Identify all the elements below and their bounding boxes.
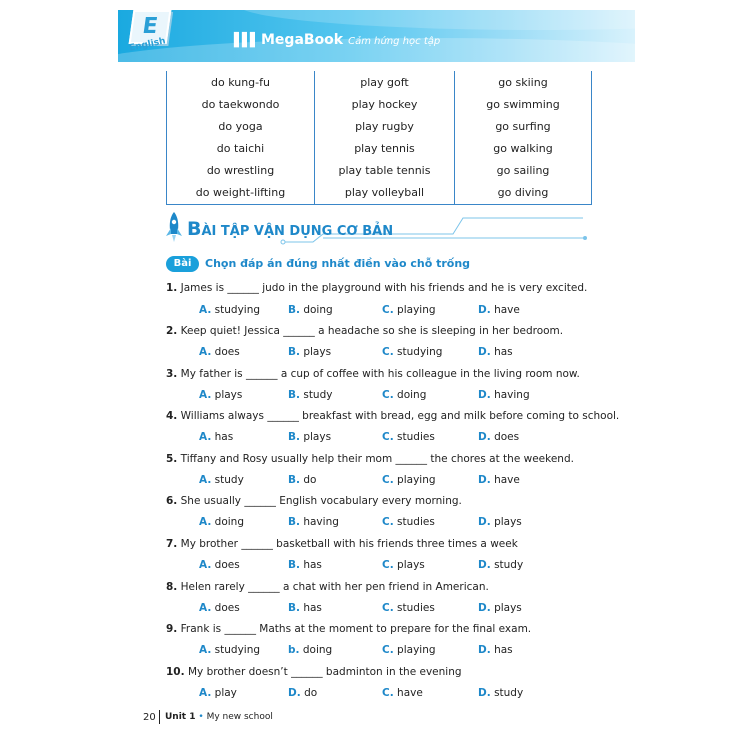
- option-c: [382, 389, 426, 401]
- option-text: playing: [397, 304, 436, 316]
- option-text: studies: [397, 431, 435, 443]
- option-text: doing: [214, 516, 244, 528]
- option-d: [478, 431, 519, 443]
- vocab-cell: play rugby: [355, 120, 414, 133]
- question-text: My father is ______ a cup of coffee with his colleague in the living room now.: [180, 368, 580, 380]
- option-letter: C.: [382, 389, 394, 401]
- option-d: [478, 389, 530, 401]
- option-letter: C.: [382, 559, 394, 571]
- option-letter: D.: [478, 304, 491, 316]
- option-d: [478, 346, 513, 358]
- option-letter: C.: [382, 602, 394, 614]
- vocab-cell: do wrestling: [206, 164, 275, 177]
- option-letter: b.: [288, 644, 300, 656]
- question-6: [166, 495, 462, 507]
- option-text: has: [303, 559, 322, 571]
- question-number: 7.: [166, 538, 178, 550]
- option-letter: B.: [288, 346, 300, 358]
- option-text: doing: [302, 644, 333, 656]
- option-b: [288, 304, 333, 316]
- question-number: 1.: [166, 282, 178, 294]
- option-a: [199, 516, 244, 528]
- option-a: [199, 304, 260, 316]
- option-text: study: [494, 687, 524, 699]
- option-letter: A.: [199, 516, 212, 528]
- option-letter: A.: [199, 559, 212, 571]
- vocab-cell: go skiing: [498, 76, 548, 89]
- option-b: [288, 602, 322, 614]
- rocket-icon: [163, 210, 185, 244]
- option-d: [478, 644, 513, 656]
- option-text: study: [303, 389, 333, 401]
- question-number: 9.: [166, 623, 178, 635]
- option-text: playing: [397, 644, 436, 656]
- question-number: 3.: [166, 368, 178, 380]
- option-text: studying: [397, 346, 443, 358]
- option-a: [199, 687, 237, 699]
- option-a: [199, 644, 260, 656]
- question-text: She usually ______ English vocabulary every morning.: [180, 495, 462, 507]
- option-b: [288, 346, 331, 358]
- option-letter: C.: [382, 644, 394, 656]
- option-text: studies: [397, 602, 435, 614]
- option-text: having: [303, 516, 339, 528]
- vocab-cell: do yoga: [218, 120, 263, 133]
- option-text: have: [397, 687, 423, 699]
- option-letter: D.: [478, 559, 491, 571]
- option-letter: B.: [288, 559, 300, 571]
- logo-letter: E: [129, 10, 172, 44]
- option-c: [382, 346, 442, 358]
- option-d: [478, 687, 523, 699]
- option-text: playing: [397, 474, 436, 486]
- option-text: do: [304, 687, 318, 699]
- option-letter: B.: [288, 474, 300, 486]
- option-letter: C.: [382, 346, 394, 358]
- vocab-cell: do taichi: [216, 142, 265, 155]
- vocab-table: [166, 71, 592, 205]
- option-text: studying: [214, 644, 261, 656]
- exercise-title: Chọn đáp án đúng nhất điền vào chỗ trống: [205, 257, 471, 270]
- option-a: [199, 474, 244, 486]
- option-c: [382, 516, 435, 528]
- question-10: [166, 666, 462, 678]
- option-b: [288, 474, 316, 486]
- logo-word: English: [128, 36, 167, 54]
- footer-divider: [159, 710, 160, 724]
- option-text: does: [214, 559, 240, 571]
- english-logo: [123, 10, 173, 54]
- option-letter: B.: [288, 602, 300, 614]
- option-text: has: [494, 644, 513, 656]
- option-c: [382, 559, 425, 571]
- option-text: plays: [494, 602, 522, 614]
- page-number: 20: [143, 712, 156, 723]
- option-letter: C.: [382, 474, 394, 486]
- option-letter: A.: [199, 304, 212, 316]
- brand-logo: [234, 29, 440, 48]
- section-title-initial: B: [187, 218, 202, 240]
- option-a: [199, 346, 240, 358]
- vocab-cell: go swimming: [486, 98, 560, 111]
- option-text: does: [214, 346, 240, 358]
- brand-name: MegaBook: [261, 32, 344, 48]
- section-heading: [163, 210, 588, 246]
- option-a: [199, 431, 233, 443]
- option-letter: D.: [478, 389, 491, 401]
- option-letter: D.: [478, 602, 491, 614]
- option-text: have: [494, 474, 520, 486]
- option-text: plays: [397, 559, 425, 571]
- question-number: 2.: [166, 325, 178, 337]
- option-text: study: [494, 559, 524, 571]
- question-text: My brother doesn’t ______ badminton in the evening: [187, 666, 462, 678]
- question-number: 5.: [166, 453, 178, 465]
- vocab-column-play: [314, 71, 455, 204]
- option-c: [382, 304, 436, 316]
- question-1: [166, 282, 587, 294]
- option-letter: D.: [288, 687, 301, 699]
- unit-title: My new school: [206, 712, 273, 722]
- option-letter: D.: [478, 474, 491, 486]
- question-8: [166, 581, 489, 593]
- option-b: [288, 516, 339, 528]
- option-b: [288, 687, 317, 699]
- option-text: plays: [303, 431, 332, 443]
- option-d: [478, 304, 520, 316]
- option-text: plays: [303, 346, 332, 358]
- option-text: has: [214, 431, 234, 443]
- option-letter: D.: [478, 687, 491, 699]
- section-title: [187, 218, 393, 240]
- option-letter: C.: [382, 516, 394, 528]
- option-letter: C.: [382, 431, 394, 443]
- option-b: [288, 389, 332, 401]
- option-letter: B.: [288, 389, 300, 401]
- vocab-cell: do taekwondo: [201, 98, 280, 111]
- option-letter: B.: [288, 516, 300, 528]
- bullet-icon: •: [198, 712, 204, 722]
- question-text: Frank is ______ Maths at the moment to prepare for the final exam.: [180, 623, 532, 635]
- exercise-badge: Bài 12: [166, 256, 199, 272]
- question-4: [166, 410, 619, 422]
- option-d: [478, 602, 522, 614]
- option-text: plays: [494, 516, 522, 528]
- vocab-cell: go walking: [493, 142, 553, 155]
- option-text: having: [494, 389, 530, 401]
- question-text: Helen rarely ______ a chat with her pen friend in American.: [180, 581, 489, 593]
- option-letter: B.: [288, 431, 300, 443]
- option-text: doing: [397, 389, 427, 401]
- vocab-cell: play table tennis: [338, 164, 431, 177]
- option-text: studying: [214, 304, 261, 316]
- option-letter: C.: [382, 687, 394, 699]
- option-text: play: [214, 687, 237, 699]
- option-b: [288, 431, 331, 443]
- option-b: [288, 559, 322, 571]
- option-letter: A.: [199, 431, 212, 443]
- option-letter: A.: [199, 687, 212, 699]
- option-letter: D.: [478, 516, 491, 528]
- option-letter: D.: [478, 431, 491, 443]
- question-text: Williams always ______ breakfast with bread, egg and milk before coming to school.: [180, 410, 620, 422]
- option-d: [478, 516, 522, 528]
- option-a: [199, 602, 240, 614]
- option-text: has: [303, 602, 322, 614]
- option-letter: A.: [199, 346, 212, 358]
- vocab-cell: go sailing: [496, 164, 550, 177]
- option-letter: A.: [199, 602, 212, 614]
- question-number: 6.: [166, 495, 178, 507]
- option-text: study: [214, 474, 244, 486]
- vocab-cell: play volleyball: [344, 186, 425, 199]
- option-text: plays: [214, 389, 243, 401]
- question-7: [166, 538, 518, 550]
- option-letter: A.: [199, 474, 212, 486]
- question-text: My brother ______ basketball with his friends three times a week: [180, 538, 518, 550]
- section-title-rest: ÀI TẬP VẬN DỤNG CƠ BẢN: [201, 224, 394, 239]
- option-text: does: [494, 431, 520, 443]
- brand-slogan: Cảm hứng học tập: [348, 36, 441, 47]
- option-letter: C.: [382, 304, 394, 316]
- vocab-column-go: [455, 71, 591, 204]
- option-text: doing: [303, 304, 333, 316]
- option-text: have: [494, 304, 520, 316]
- option-d: [478, 559, 523, 571]
- option-d: [478, 474, 520, 486]
- option-letter: A.: [199, 389, 212, 401]
- option-letter: D.: [478, 346, 491, 358]
- question-text: Tiffany and Rosy usually help their mom ______ the chores at the weekend.: [180, 453, 574, 465]
- question-number: 10.: [166, 666, 185, 678]
- option-text: does: [214, 602, 240, 614]
- option-a: [199, 389, 242, 401]
- option-c: [382, 644, 436, 656]
- option-c: [382, 602, 435, 614]
- option-c: [382, 687, 423, 699]
- header-banner: [118, 10, 635, 62]
- option-letter: A.: [199, 644, 212, 656]
- banner-wave: [238, 10, 635, 30]
- vocab-cell: play goft: [360, 76, 409, 89]
- question-text: James is ______ judo in the playground with his friends and he is very excited.: [180, 282, 588, 294]
- vocab-cell: play hockey: [351, 98, 418, 111]
- question-3: [166, 368, 580, 380]
- option-text: has: [494, 346, 513, 358]
- vocab-column-do: [167, 71, 314, 204]
- question-text: Keep quiet! Jessica ______ a headache so she is sleeping in her bedroom.: [180, 325, 564, 337]
- option-letter: D.: [478, 644, 491, 656]
- brand-bars-icon: ▌▌▌: [234, 33, 258, 48]
- question-2: [166, 325, 563, 337]
- question-number: 8.: [166, 581, 178, 593]
- vocab-cell: play tennis: [354, 142, 415, 155]
- option-c: [382, 431, 435, 443]
- unit-label: [165, 712, 273, 722]
- vocab-cell: do weight-lifting: [195, 186, 286, 199]
- option-c: [382, 474, 436, 486]
- question-5: [166, 453, 574, 465]
- option-a: [199, 559, 240, 571]
- question-9: [166, 623, 531, 635]
- option-letter: B.: [288, 304, 300, 316]
- vocab-cell: go surfing: [495, 120, 551, 133]
- option-b: [288, 644, 332, 656]
- option-text: studies: [397, 516, 435, 528]
- unit-number: Unit 1: [165, 712, 196, 722]
- question-number: 4.: [166, 410, 178, 422]
- vocab-cell: go diving: [497, 186, 549, 199]
- option-text: do: [303, 474, 317, 486]
- vocab-cell: do kung-fu: [211, 76, 270, 89]
